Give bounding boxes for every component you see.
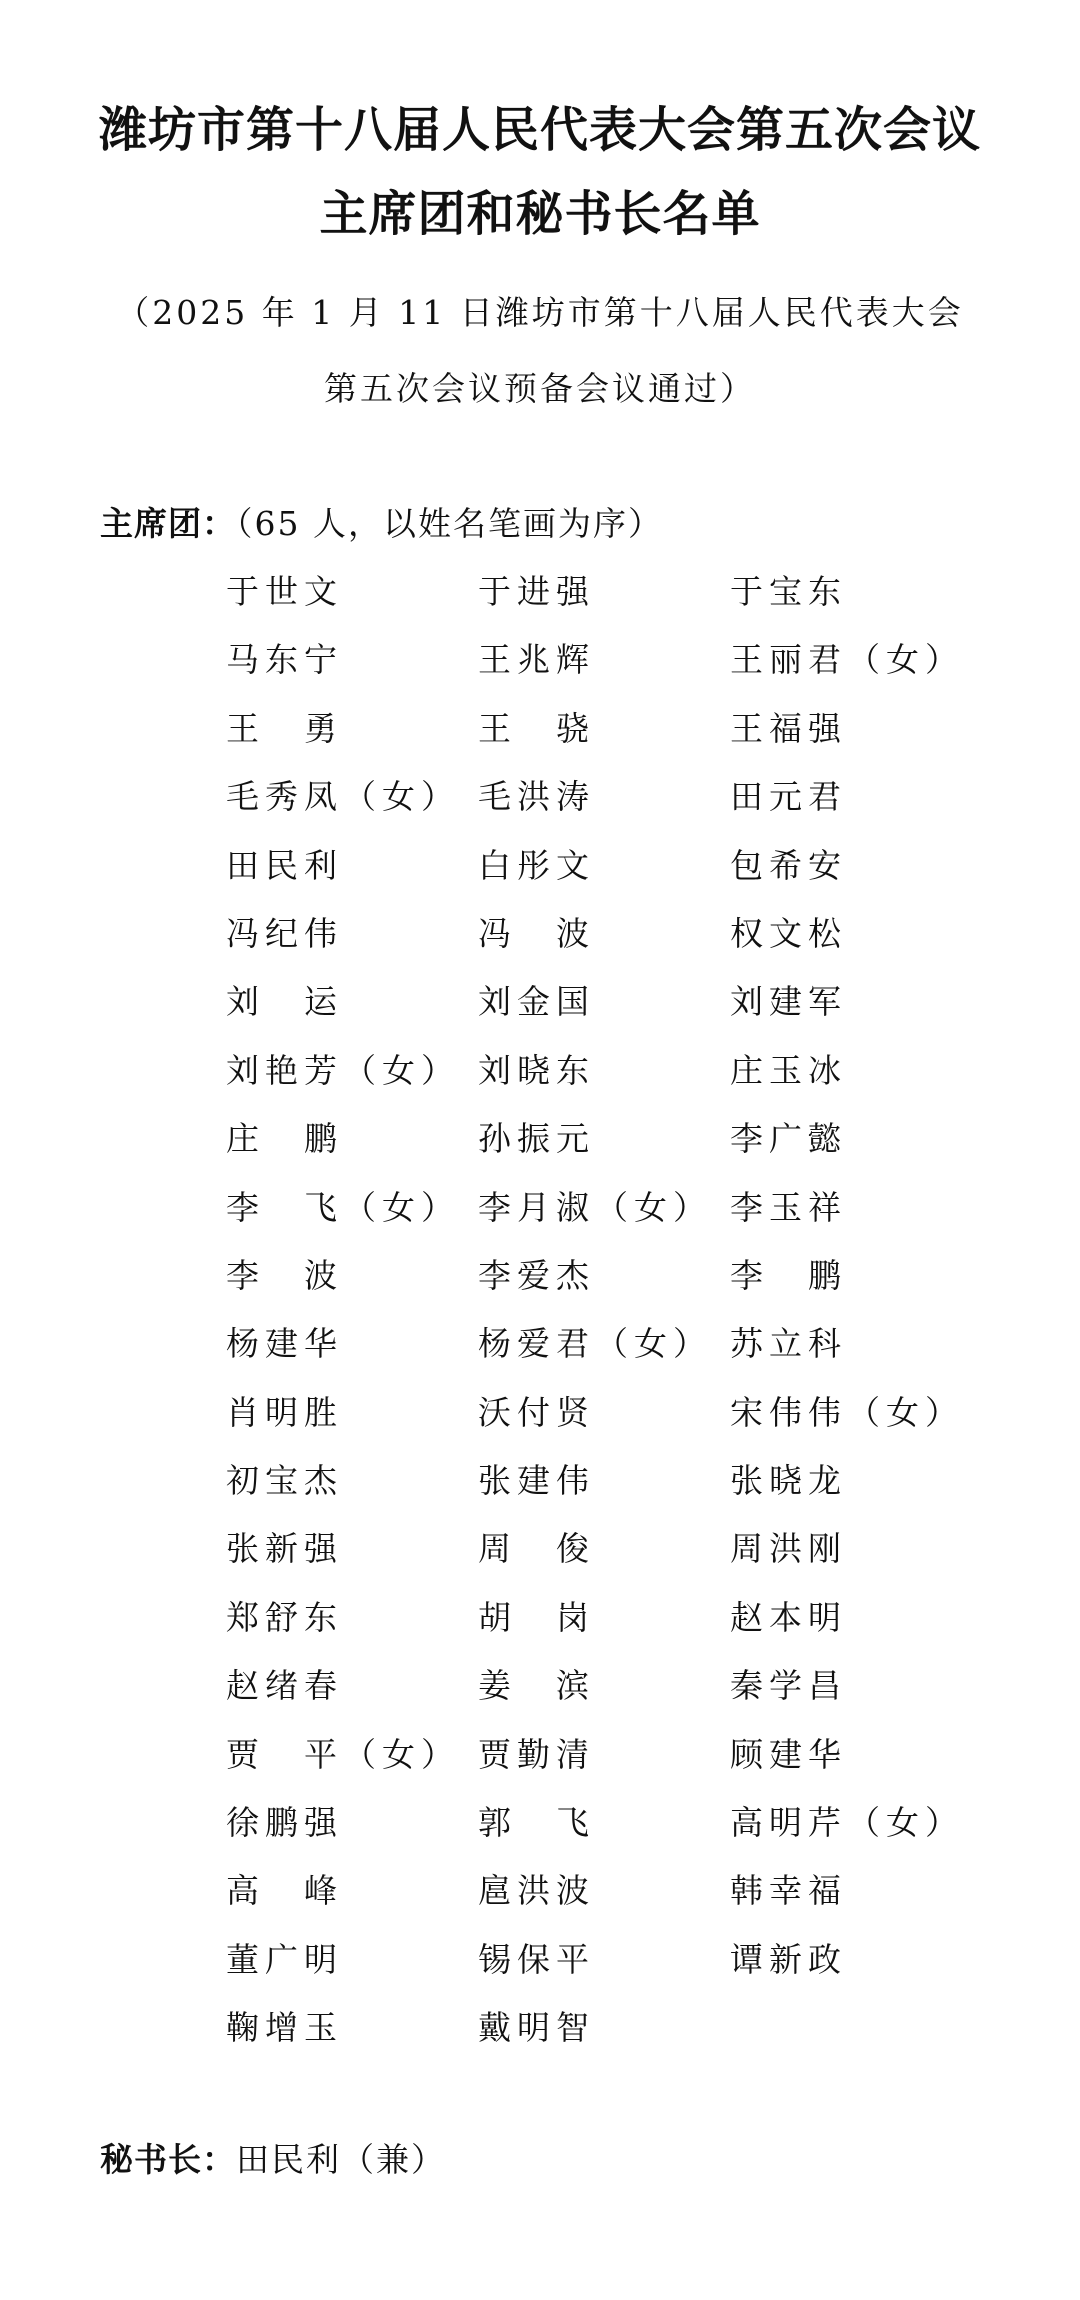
secretary-general-label: 秘书长： bbox=[100, 2140, 236, 2179]
presidium-label: 主席团： bbox=[100, 504, 236, 543]
presidium-member-name: 庄 鹏 bbox=[226, 1119, 343, 1159]
presidium-member-name: 毛秀凤（女） bbox=[226, 777, 460, 817]
presidium-member-name: 王 勇 bbox=[226, 708, 343, 748]
presidium-member-name: 冯纪伟 bbox=[226, 913, 343, 953]
presidium-member-name: 白彤文 bbox=[478, 845, 595, 885]
presidium-member-name: 田元君 bbox=[730, 777, 847, 817]
presidium-member-name: 张新强 bbox=[226, 1529, 343, 1569]
presidium-member-name: 李广懿 bbox=[730, 1119, 847, 1159]
presidium-member-name: 鞠增玉 bbox=[226, 2008, 343, 2048]
presidium-member-name: 沃付贤 bbox=[478, 1392, 595, 1432]
presidium-member-name: 赵绪春 bbox=[226, 1666, 343, 1706]
presidium-member-name: 李爱杰 bbox=[478, 1255, 595, 1295]
presidium-member-name: 李 飞（女） bbox=[226, 1187, 460, 1227]
presidium-name-list bbox=[226, 572, 986, 2080]
presidium-member-name: 田民利 bbox=[226, 845, 343, 885]
presidium-member-name: 李月淑（女） bbox=[478, 1187, 712, 1227]
presidium-member-name: 孙振元 bbox=[478, 1119, 595, 1159]
presidium-member-name: 姜 滨 bbox=[478, 1666, 595, 1706]
presidium-member-name: 庄玉冰 bbox=[730, 1050, 847, 1090]
presidium-member-name: 高 峰 bbox=[226, 1871, 343, 1911]
presidium-heading bbox=[100, 504, 663, 543]
presidium-member-name: 郭 飞 bbox=[478, 1803, 595, 1843]
document-subtitle-line2: 第五次会议预备会议通过） bbox=[324, 369, 756, 408]
presidium-member-name: 宋伟伟（女） bbox=[730, 1392, 964, 1432]
presidium-member-name: 杨爱君（女） bbox=[478, 1324, 712, 1364]
presidium-member-name: 赵本明 bbox=[730, 1597, 847, 1637]
presidium-member-name: 董广明 bbox=[226, 1939, 343, 1979]
presidium-member-name: 杨建华 bbox=[226, 1324, 343, 1364]
presidium-member-name: 包希安 bbox=[730, 845, 847, 885]
document-title-line1: 潍坊市第十八届人民代表大会第五次会议 bbox=[98, 102, 981, 158]
presidium-member-name: 锡保平 bbox=[478, 1939, 595, 1979]
presidium-member-name: 周洪刚 bbox=[730, 1529, 847, 1569]
presidium-member-name: 王兆辉 bbox=[478, 640, 595, 680]
presidium-member-name: 王福强 bbox=[730, 708, 847, 748]
presidium-member-name: 郑舒东 bbox=[226, 1597, 343, 1637]
presidium-member-name: 李 鹏 bbox=[730, 1255, 847, 1295]
presidium-member-name: 刘建军 bbox=[730, 982, 847, 1022]
presidium-member-name: 于宝东 bbox=[730, 572, 847, 611]
presidium-member-name: 权文松 bbox=[730, 913, 847, 953]
presidium-member-name: 王 骁 bbox=[478, 708, 595, 748]
presidium-member-name: 周 俊 bbox=[478, 1529, 595, 1569]
presidium-note: （65 人，以姓名笔画为序） bbox=[236, 504, 663, 543]
presidium-member-name: 冯 波 bbox=[478, 913, 595, 953]
presidium-member-name: 高明芹（女） bbox=[730, 1803, 964, 1843]
presidium-member-name: 张晓龙 bbox=[730, 1461, 847, 1501]
presidium-member-name: 胡 岗 bbox=[478, 1597, 595, 1637]
presidium-member-name: 刘晓东 bbox=[478, 1050, 595, 1090]
presidium-member-name: 苏立科 bbox=[730, 1324, 847, 1364]
presidium-member-name: 毛洪涛 bbox=[478, 777, 595, 817]
presidium-member-name: 刘 运 bbox=[226, 982, 343, 1022]
presidium-member-name: 韩幸福 bbox=[730, 1871, 847, 1911]
presidium-member-name: 顾建华 bbox=[730, 1734, 847, 1774]
presidium-member-name: 扈洪波 bbox=[478, 1871, 595, 1911]
secretary-general-name: 田民利（兼） bbox=[236, 2140, 446, 2179]
presidium-member-name: 马东宁 bbox=[226, 640, 343, 680]
secretary-general-heading bbox=[100, 2140, 446, 2179]
presidium-member-name: 肖明胜 bbox=[226, 1392, 343, 1432]
presidium-member-name: 谭新政 bbox=[730, 1939, 847, 1979]
document-subtitle-line1: （2025 年 1 月 11 日潍坊市第十八届人民代表大会 bbox=[116, 293, 964, 332]
presidium-member-name: 李 波 bbox=[226, 1255, 343, 1295]
document-title-line2: 主席团和秘书长名单 bbox=[319, 186, 761, 242]
presidium-member-name: 初宝杰 bbox=[226, 1461, 343, 1501]
presidium-member-name: 贾勤清 bbox=[478, 1734, 595, 1774]
presidium-member-name: 贾 平（女） bbox=[226, 1734, 460, 1774]
presidium-member-name: 徐鹏强 bbox=[226, 1803, 343, 1843]
presidium-member-name: 张建伟 bbox=[478, 1461, 595, 1501]
presidium-member-name: 李玉祥 bbox=[730, 1187, 847, 1227]
presidium-member-name: 秦学昌 bbox=[730, 1666, 847, 1706]
presidium-member-name: 刘艳芳（女） bbox=[226, 1050, 460, 1090]
presidium-member-name: 戴明智 bbox=[478, 2008, 595, 2048]
presidium-member-name: 王丽君（女） bbox=[730, 640, 964, 680]
presidium-member-name: 刘金国 bbox=[478, 982, 595, 1022]
presidium-member-name: 于进强 bbox=[478, 572, 595, 611]
presidium-member-name: 于世文 bbox=[226, 572, 343, 611]
